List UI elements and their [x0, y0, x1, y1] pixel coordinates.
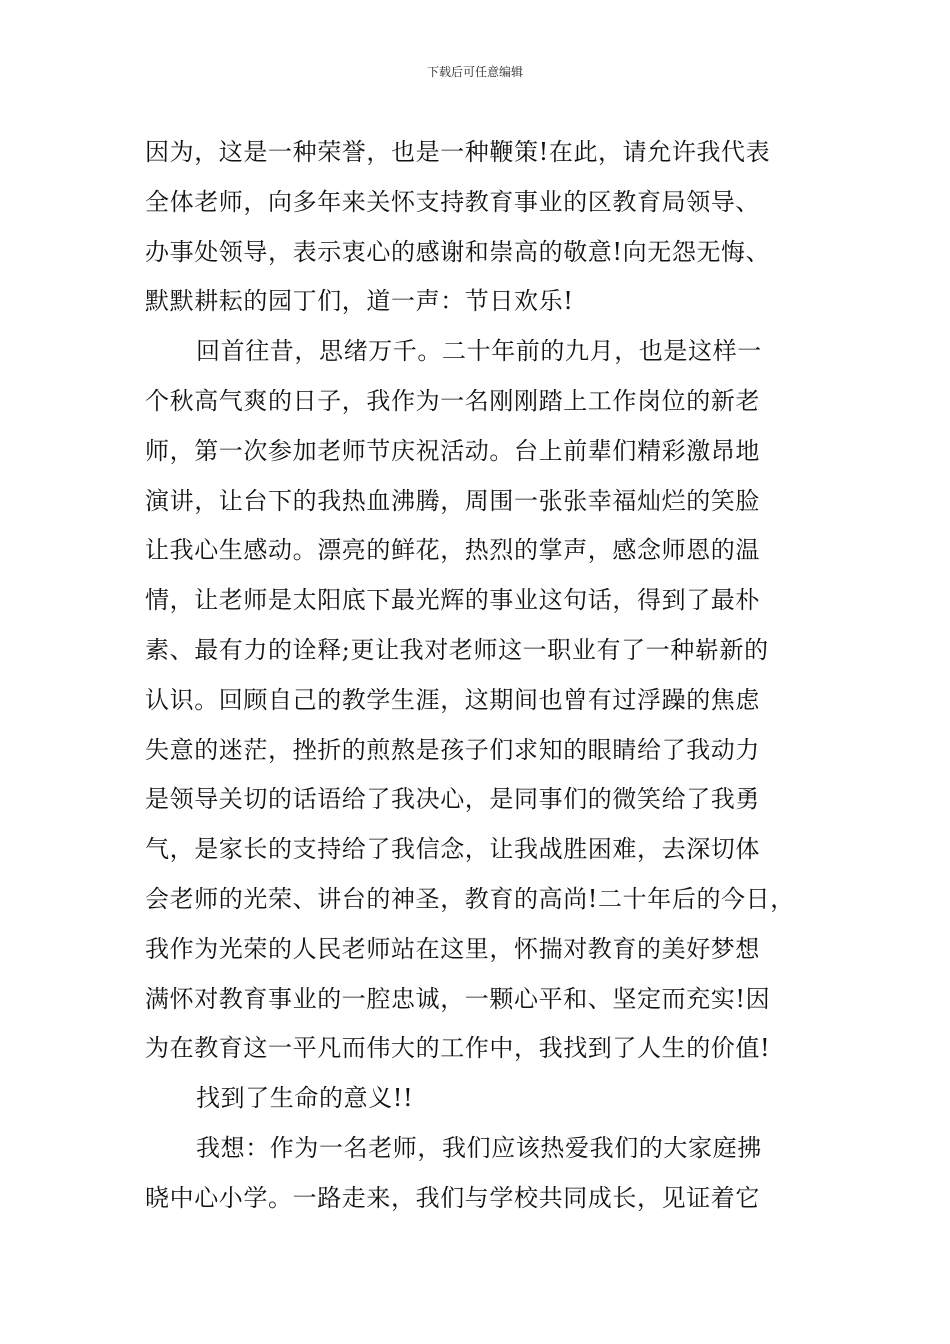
paragraph-start-line: 我想：作为一名老师，我们应该热爱我们的大家庭拂 — [196, 1133, 762, 1162]
document-body — [145, 128, 817, 1224]
text-line: 因为，这是一种荣誉，也是一种鞭策!在此，请允许我代表 — [145, 138, 771, 166]
paragraph-start-line: 找到了生命的意义!! — [196, 1084, 414, 1113]
text-line: 满怀对教育事业的一腔忠诚，一颗心平和、坚定而充实!因 — [145, 984, 771, 1013]
text-line: 为在教育这一平凡而伟大的工作中，我找到了人生的价值! — [145, 1034, 771, 1063]
text-line: 会老师的光荣、讲台的神圣，教育的高尚!二十年后的今日， — [145, 884, 795, 913]
text-line: 我作为光荣的人民老师站在这里，怀揣对教育的美好梦想 — [145, 934, 760, 963]
text-line: 让我心生感动。漂亮的鲜花，热烈的掌声，感念师恩的温 — [145, 536, 760, 565]
text-line: 情，让老师是太阳底下最光辉的事业这句话，得到了最朴 — [145, 586, 760, 615]
text-line: 素、最有力的诠释;更让我对老师这一职业有了一种崭新的 — [145, 635, 769, 664]
paragraph-start-line: 回首往昔，思绪万千。二十年前的九月，也是这样一 — [196, 337, 762, 366]
text-line: 办事处领导，表示衷心的感谢和崇高的敬意!向无怨无悔、 — [145, 237, 771, 266]
text-line: 师，第一次参加老师节庆祝活动。台上前辈们精彩激昂地 — [145, 436, 760, 465]
text-line: 演讲，让台下的我热血沸腾，周围一张张幸福灿烂的笑脸 — [145, 486, 760, 515]
text-line: 晓中心小学。一路走来，我们与学校共同成长，见证着它 — [145, 1183, 760, 1212]
text-line: 默默耕耘的园丁们，道一声：节日欢乐! — [145, 287, 574, 316]
text-line: 气，是家长的支持给了我信念，让我战胜困难，去深切体 — [145, 835, 760, 864]
text-line: 全体老师，向多年来关怀支持教育事业的区教育局领导、 — [145, 187, 760, 216]
text-line: 认识。回顾自己的教学生涯，这期间也曾有过浮躁的焦虑 — [145, 685, 760, 714]
page-header: 下载后可任意编辑 — [426, 65, 523, 79]
text-line: 个秋高气爽的日子，我作为一名刚刚踏上工作岗位的新老 — [145, 386, 760, 415]
text-line: 失意的迷茫，挫折的煎熬是孩子们求知的眼睛给了我动力 — [145, 735, 760, 764]
text-line: 是领导关切的话语给了我决心，是同事们的微笑给了我勇 — [145, 785, 760, 814]
